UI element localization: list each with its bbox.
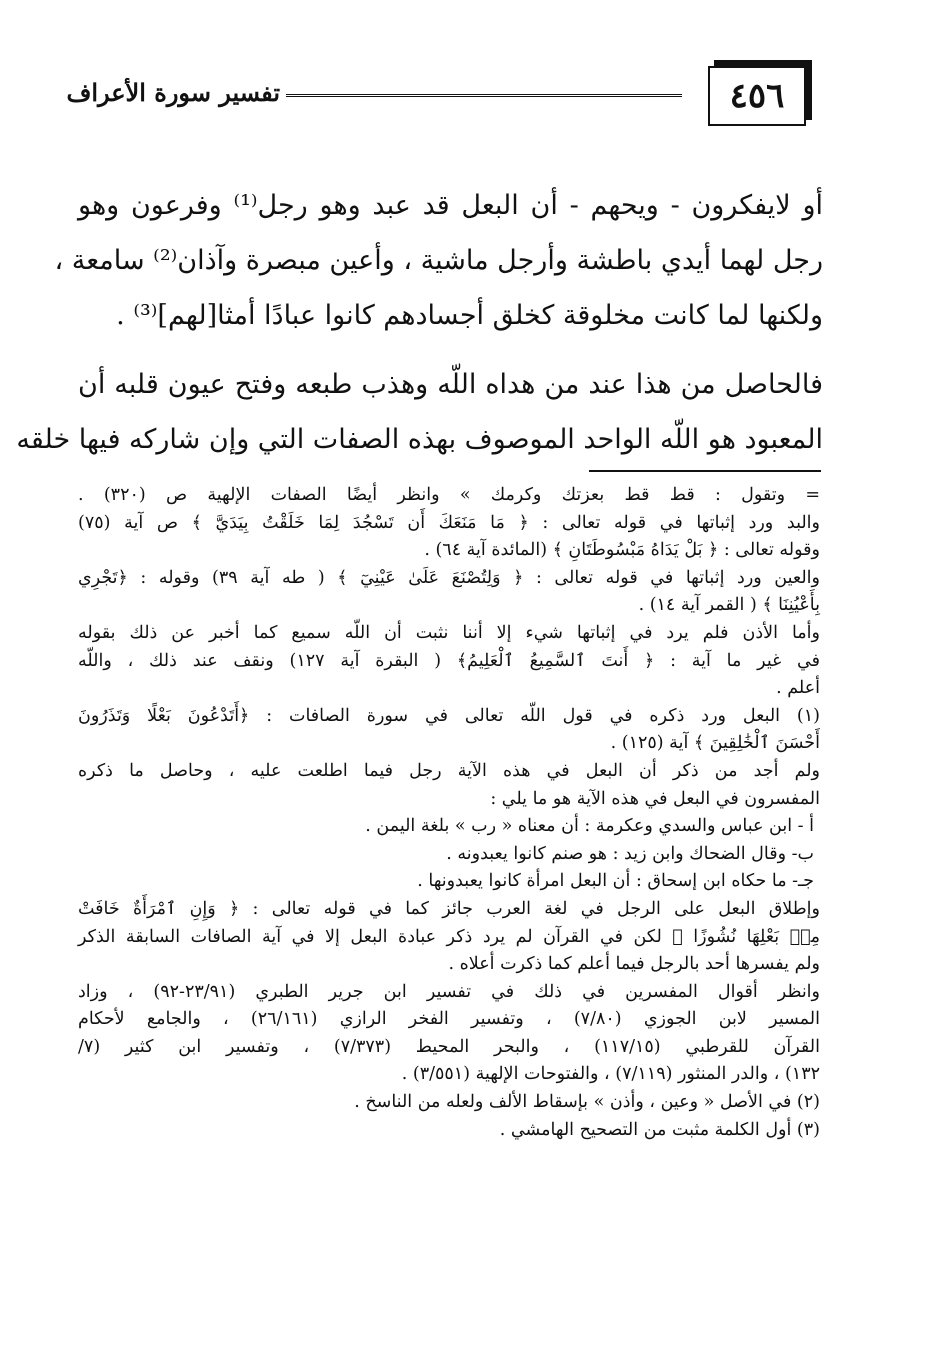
- footnote-line: وقوله تعالى : ﴿ بَلْ يَدَاهُ مَبْسُوطَتَانِ ﴾ (المائدة آية ٦٤) .: [424, 540, 820, 561]
- paragraph-2: [16, 357, 823, 467]
- footnote-1-item: جـ- ما حكاه ابن إسحاق : أن البعل امرأة كانوا يعبدونها .: [417, 871, 814, 892]
- footnote-1-line: وانظر أقوال المفسرين في ذلك في تفسير ابن جرير الطبري (٢٣/٩١-٩٢) ، وزاد: [78, 981, 820, 1002]
- footnote-3-line: (٣) أول الكلمة مثبت من التصحيح الهامشي .: [499, 1119, 820, 1140]
- footnote-line: والبد ورد إثباتها في قوله تعالى : ﴿ مَا مَنَعَكَ أَن تَسْجُدَ لِمَا خَلَقْتُ بِيَدَيَّ ﴾ ص آية (٧٥): [78, 512, 820, 533]
- footnote-1-line: مِنۢ بَعْلِهَا نُشُوزًا ﴾ لكن في القرآن لم يرد ذكر عبادة البعل إلا في آية الصافات السابقة الذكر: [78, 926, 820, 947]
- header-rule: [286, 94, 682, 97]
- text-line: فالحاصل من هذا عند من هداه اللّه وهذب طبعه وفتح عيون قلبه أن: [78, 369, 823, 400]
- footnote-line: وأما الأذن فلم يرد في إثباتها شيء إلا أننا نثبت أن اللّه سميع كما أخبر عن ذلك بقوله: [78, 622, 820, 643]
- footnote-1-line: ولم يفسرها أحد بالرجل فيما أعلم كما ذكرت أعلاه .: [448, 954, 820, 975]
- paragraph-1: [54, 178, 823, 343]
- text-line: أو لايفكرون - ويحهم - أن البعل قد عبد وهو رجل⁽¹⁾ وفرعون وهو: [78, 190, 823, 221]
- footnote-1-line: وإطلاق البعل على الرجل في لغة العرب جائز كما في قوله تعالى : ﴿ وَإِنِ ٱمْرَأَةٌ خَافَتْ: [78, 898, 820, 919]
- page-number: ٤٥٦: [708, 66, 806, 126]
- footnote-line: = وتقول : قط قط بعزتك وكرمك » وانظر أيضًا الصفات الإلهية ص (٣٢٠) .: [78, 485, 821, 505]
- running-title: تفسير سورة الأعراف: [66, 78, 280, 107]
- footnote-1-item: ب- وقال الضحاك وابن زيد : هو صنم كانوا يعبدونه .: [446, 843, 814, 864]
- footnote-line: أعلم .: [776, 678, 820, 699]
- footnotes: [78, 482, 820, 1144]
- footnote-1-line: المفسرون في البعل في هذه الآية هو ما يلي :: [490, 788, 820, 809]
- text-line: ولكنها لما كانت مخلوقة كخلق أجسادهم كانوا عبادًا أمثا[لهم]⁽³⁾ .: [116, 300, 823, 331]
- footnote-line: بِأَعْيُنِنَا ﴾ ( القمر آية ١٤) .: [638, 595, 820, 616]
- main-text: [16, 178, 823, 467]
- footnote-1-line: المسير لابن الجوزي (٧/٨٠) ، وتفسير الفخر الرازي (٢٦/١٦١) ، والجامع لأحكام: [78, 1009, 820, 1030]
- footnote-1-line: أَحْسَنَ ٱلْخَٰلِقِينَ ﴾ آية (١٢٥) .: [610, 733, 820, 754]
- footnote-1-line: ١٣٢) ، والدر المنثور (٧/١١٩) ، والفتوحات الإلهية (٣/٥٥١) .: [401, 1064, 820, 1085]
- footnote-separator: [589, 470, 821, 472]
- footnote-2-line: (٢) في الأصل « وعين ، وأذن » بإسقاط الألف ولعله من الناسخ .: [354, 1092, 820, 1113]
- footnote-1-line: ولم أجد من ذكر أن البعل في هذه الآية رجل فيما اطلعت عليه ، وحاصل ما ذكره: [78, 760, 820, 781]
- footnote-1-item: أ - ابن عباس والسدي وعكرمة : أن معناه « رب » بلغة اليمن .: [365, 816, 814, 837]
- text-line: المعبود هو اللّه الواحد الموصوف بهذه الصفات التي وإن شاركه فيها خلقه: [16, 424, 823, 455]
- footnote-1-line: القرآن للقرطبي (١١٧/١٥) ، والبحر المحيط (٧/٣٧٣) ، وتفسير ابن كثير (٧/: [78, 1036, 820, 1057]
- footnote-1-line: (١) البعل ورد ذكره في قول اللّه تعالى في سورة الصافات : ﴿أَتَدْعُونَ بَعْلًا وَتَذَرُونَ: [78, 705, 820, 726]
- text-line: رجل لهما أيدي باطشة وأرجل ماشية ، وأعين مبصرة وآذان⁽²⁾ سامعة ،: [54, 245, 823, 276]
- footnote-line: والعين ورد إثباتها في قوله تعالى : ﴿ وَلِتُصْنَعَ عَلَىٰ عَيْنِيٓ ﴾ ( طه آية ٣٩) وقوله : ﴿تَجْرِي: [78, 567, 820, 588]
- page-header: [66, 58, 818, 130]
- footnote-line: في غير ما آية : ﴿ أَنتَ ٱلسَّمِيعُ ٱلْعَلِيمُ﴾ ( البقرة آية ١٢٧) ونقف عند ذلك ، واللّه: [78, 650, 821, 671]
